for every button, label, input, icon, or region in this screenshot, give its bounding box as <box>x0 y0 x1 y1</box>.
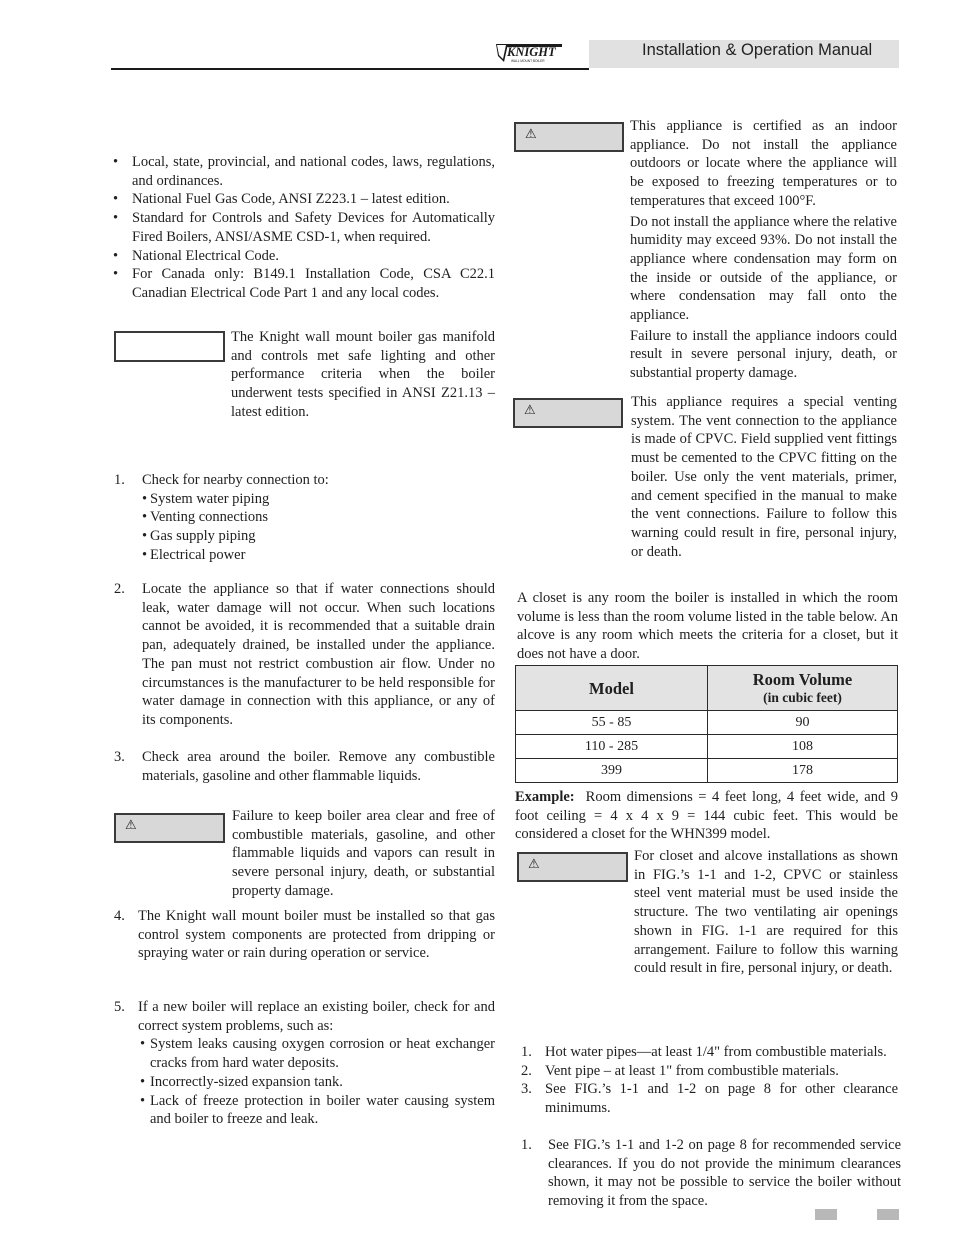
step-number: 5. <box>114 999 125 1015</box>
warning-paragraph: This appliance is certified as an indoor appliance. Do not install the appliance outdoors or locate where the appliance will be exposed to freezing temperatures or to temperatures that exceed 100°F. <box>630 118 897 209</box>
warning-text: Failure to keep boiler area clear and free of combustible materials, gasoline, and other flammable liquids and vapors can result in severe personal injury, death, or substantial property damage. <box>232 808 495 899</box>
warning-icon: ⚠ <box>528 857 540 872</box>
footer-tab <box>877 1209 899 1220</box>
code-item: • National Electrical Code. <box>111 247 495 266</box>
item-text: Hot water pipes—at least 1/4" from combustible materials. <box>545 1044 887 1060</box>
clearance-item-2 <box>521 1062 898 1081</box>
step-text: Check area around the boiler. Remove any combustible materials, gasoline and other flammable liquids. <box>142 749 495 784</box>
volume-units: (in cubic feet) <box>763 690 842 705</box>
step-text: Locate the appliance so that if water connections should leak, water damage will not occur. When such locations cannot be avoided, it is recommended that a suitable drain pan, adequately drained, be installed under the appliance. The pan must not restrict combustion air flow. Under no circumstances is the manufacturer to be held responsible for water damage in connection with this appliance, or any of its components. <box>142 581 495 728</box>
sub-item: • System leaks causing oxygen corrosion or heat exchanger cracks from hard water deposits. <box>138 1035 495 1072</box>
warning-venting: This appliance requires a special venting system. The vent connection to the appliance is made of CPVC. Field supplied vent fittings must be cemented to the CPVC fitting on the boiler. Use only the vent materials, primer, and cement specified in the manual to make the vent connections. Failure to follow this warning could result in fire, personal injury, or death. <box>631 394 897 560</box>
example-text: Room dimensions = 4 feet long, 4 feet wide, and 9 foot ceiling = 4 x 4 x 9 = 144 cubic feet. This would be considered a closet for the WHN399 model. <box>515 789 899 843</box>
step-3 <box>114 748 495 788</box>
warning-label-box <box>513 398 623 428</box>
item-number: 1. <box>521 1137 532 1153</box>
room-volume-table <box>515 665 898 783</box>
sub-item: • Incorrectly-sized expansion tank. <box>138 1073 495 1092</box>
sub-item: • Venting connections <box>142 508 495 527</box>
table-cell-volume: 178 <box>708 759 898 783</box>
warning-label-box <box>517 852 628 882</box>
step-text: Check for nearby connection to: <box>142 472 329 488</box>
item-number: 1. <box>521 1044 532 1060</box>
notice-text: The Knight wall mount boiler gas manifold and controls met safe lighting and other performance criteria when the boiler underwent tests specified in ANSI Z21.13 – latest edition. <box>231 329 495 420</box>
step-4 <box>114 907 495 983</box>
table-cell-model: 110 - 285 <box>516 735 708 759</box>
notice-label-box <box>114 331 225 362</box>
sub-item: • System water piping <box>142 490 495 509</box>
footer-tab <box>815 1209 837 1220</box>
warning-indoor <box>630 117 897 383</box>
closet-paragraph: A closet is any room the boiler is installed in which the room volume is less than the room volume listed in the table below. An alcove is any room which meets the criteria for a closet, but it does not have a door. <box>517 590 898 663</box>
codes-list <box>111 153 495 303</box>
clearance-item-1 <box>521 1043 898 1062</box>
warning-icon: ⚠ <box>524 403 536 418</box>
table-header-volume <box>708 666 898 711</box>
table-header-model: Model <box>516 666 708 711</box>
table-row <box>516 711 898 735</box>
table-row <box>516 759 898 783</box>
table-cell-volume: 108 <box>708 735 898 759</box>
item-text: Vent pipe – at least 1" from combustible materials. <box>545 1063 839 1079</box>
warning-closet: For closet and alcove installations as shown in FIG.’s 1-1 and 1-2, CPVC or stainless steel vent material must be used inside the structure. The two ventilating air openings shown in FIG. 1-1 are required for this arrangement. Failure to follow this warning could result in fire, personal injury, or death. <box>634 848 898 977</box>
step-number: 1. <box>114 472 125 488</box>
logo-subtext: WALL MOUNT BOILER <box>511 59 545 63</box>
service-item-1 <box>521 1136 901 1212</box>
volume-heading: Room Volume <box>752 670 853 689</box>
step-number: 2. <box>114 581 125 597</box>
warning-icon: ⚠ <box>125 818 137 833</box>
table-row <box>516 735 898 759</box>
step-1 <box>114 471 495 567</box>
warning-paragraph: Do not install the appliance where the relative humidity may exceed 93%. Do not install the appliance where condensation may form on the inside or outside of the appliance, or where condensation may fall onto the appliance. <box>630 213 897 324</box>
example-paragraph <box>515 788 898 844</box>
logo-text: KNIGHT <box>507 45 556 59</box>
table-cell-volume: 90 <box>708 711 898 735</box>
example-label: Example: <box>515 789 575 805</box>
sub-item: • Lack of freeze protection in boiler water causing system and boiler to freeze and leak. <box>138 1092 495 1129</box>
clearance-item-3 <box>521 1080 898 1118</box>
sub-item: • Gas supply piping <box>142 527 495 546</box>
step-5 <box>114 998 495 1132</box>
item-text: See FIG.’s 1-1 and 1-2 on page 8 for recommended service clearances. If you do not provide the minimum clearances shown, it may not be possible to service the boiler without removing it from the space. <box>548 1137 901 1210</box>
warning-icon: ⚠ <box>525 127 537 142</box>
step-2 <box>114 580 495 730</box>
step-text: If a new boiler will replace an existing boiler, check for and correct system problems, such as: <box>138 999 495 1034</box>
step-number: 4. <box>114 908 125 924</box>
table-header-row <box>516 666 898 711</box>
item-text: See FIG.’s 1-1 and 1-2 on page 8 for other clearance minimums. <box>545 1081 898 1116</box>
warning-paragraph: Failure to install the appliance indoors could result in severe personal injury, death, or substantial property damage. <box>630 327 897 382</box>
item-number: 3. <box>521 1081 532 1097</box>
code-item: • National Fuel Gas Code, ANSI Z223.1 – latest edition. <box>111 190 495 209</box>
code-item: • Local, state, provincial, and national codes, laws, regulations, and ordinances. <box>111 153 495 190</box>
knight-logo <box>494 40 566 66</box>
code-item: • For Canada only: B149.1 Installation Code, CSA C22.1 Canadian Electrical Code Part 1 and any local codes. <box>111 265 495 302</box>
sub-item: • Electrical power <box>142 546 495 565</box>
header-rule <box>111 68 589 70</box>
manual-title: Installation & Operation Manual <box>642 41 873 59</box>
warning-label-box <box>114 813 225 843</box>
table-cell-model: 55 - 85 <box>516 711 708 735</box>
step-text: The Knight wall mount boiler must be installed so that gas control system components are protected from dripping or spraying water or rain during operation or service. <box>138 908 495 962</box>
table-cell-model: 399 <box>516 759 708 783</box>
warning-label-box <box>514 122 624 152</box>
code-item: • Standard for Controls and Safety Devices for Automatically Fired Boilers, ANSI/ASME CSD-1, when required. <box>111 209 495 246</box>
item-number: 2. <box>521 1063 532 1079</box>
step-number: 3. <box>114 749 125 765</box>
